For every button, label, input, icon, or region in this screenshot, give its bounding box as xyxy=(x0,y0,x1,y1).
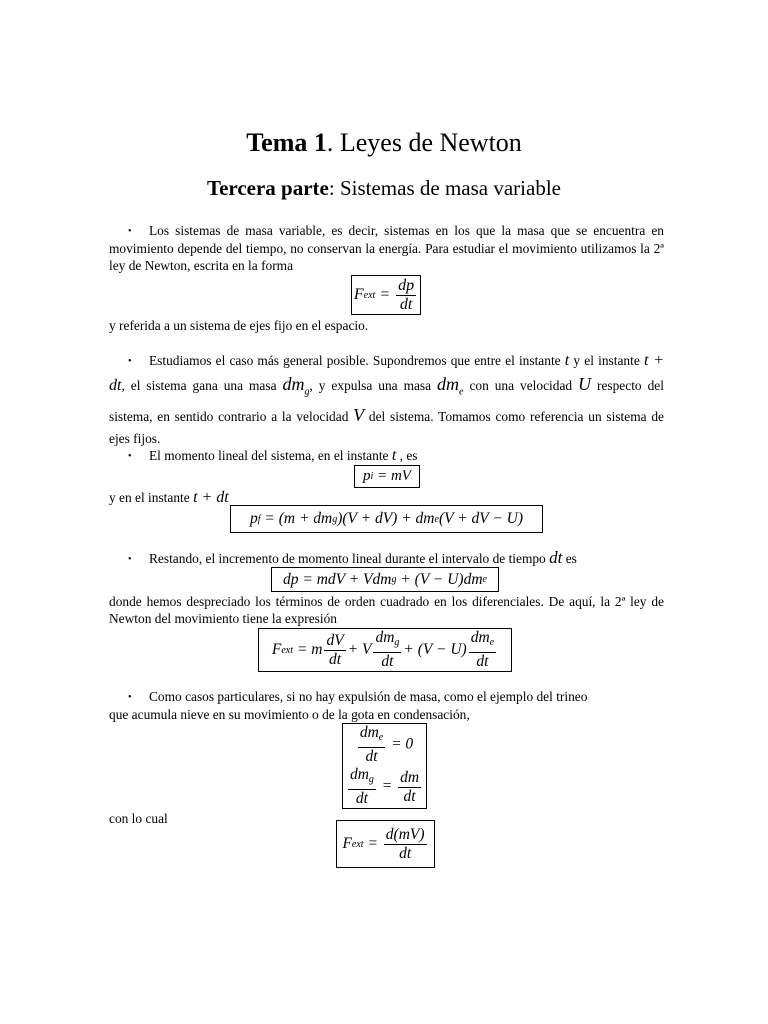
equation-newton-2nd-law: F ext = $\frac{dp}{dt}$ xyxy=(351,275,421,315)
bullet-icon: • xyxy=(128,226,132,238)
paragraph-5-conclusion: con lo cual xyxy=(109,811,168,826)
paragraph-4-continuation: donde hemos despreciado los términos de orden cuadrado en los diferenciales. De aquí, la 2ª ley de Newton del movimiento tiene la expresión xyxy=(109,594,664,626)
equation-final-momentum: p f = (m + dm g )(V + dV) + dm e (V + dV − U) xyxy=(230,505,543,533)
equation-particular-cases: $\frac{dm_e}{dt}$ = 0 $\frac{dm_g}{dt}$ = $\frac{dm}{dt}$ xyxy=(342,723,427,809)
paragraph-5-line-2: que acumula nieve en su movimiento o de la gota en condensación, xyxy=(109,707,470,722)
paragraph-5: • Como casos particulares, si no hay expulsión de masa, como el ejemplo del trineo xyxy=(109,688,587,706)
paragraph-4: • Restando, el incremento de momento lineal durante el intervalo de tiempo dt es xyxy=(109,549,577,568)
paragraph-2: • Estudiamos el caso más general posible. Supondremos que entre el instante t y el instante t + dt, el sistema gana una masa $dm_g$, y expulsa una masa $dm_e$ con una velocidad U respecto del sistema, en sentido contrario a la velocidad V del sistema. Tomamos como referencia un sistema de ejes fijos. xyxy=(109,352,664,446)
paragraph-3-continuation: y en el instante t + dt xyxy=(109,489,229,506)
equation-final-force: F ext = $\frac{d(mV)}{dt}$ xyxy=(336,820,435,868)
paragraph-1: • Los sistemas de masa variable, es decir, sistemas en los que la masa que se encuentra en movimiento depende del tiempo, no conservan la energía. Para estudiar el movimiento utilizamos la 2ª ley de Newton, escrita en la forma xyxy=(109,223,664,274)
paragraph-1-continuation: y referida a un sistema de ejes fijo en el espacio. xyxy=(109,318,369,333)
equation-variable-mass-law: F ext = m $\frac{dV}{dt}$ + V $\frac{dm_g}{dt}$ + (V − U) $\frac{dm_e}{dt}$ xyxy=(258,628,512,672)
bullet-icon: • xyxy=(128,554,132,566)
page-title: Tema 1. Leyes de Newton xyxy=(246,128,522,157)
paragraph-3: • El momento lineal del sistema, en el instante t , es xyxy=(109,447,418,465)
bullet-icon: • xyxy=(128,451,132,463)
equation-momentum-increment: dp = mdV + Vdm g + (V − U)dm e xyxy=(271,567,499,592)
page-subtitle: Tercera parte: Sistemas de masa variable xyxy=(207,176,561,200)
equation-initial-momentum: p i = mV xyxy=(354,465,420,488)
bullet-icon: • xyxy=(128,692,132,704)
bullet-icon: • xyxy=(128,355,132,367)
